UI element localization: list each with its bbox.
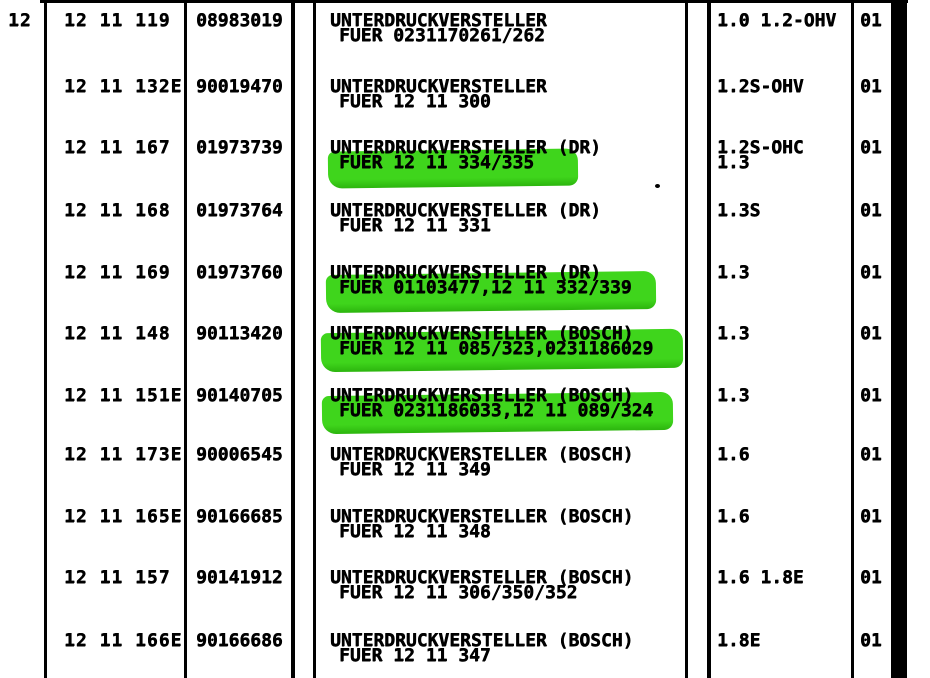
order-number: 01973739 [196, 137, 283, 158]
part-number: 12 11 151E [64, 385, 183, 406]
engine-variant: 1.2S-OHV [717, 76, 804, 97]
description-line2: FUER 12 11 331 [339, 215, 491, 236]
engine-variant: 1.0 1.2-OHV [717, 10, 837, 31]
column-divider-order-b [313, 0, 316, 678]
order-number: 90113420 [196, 323, 283, 344]
order-number: 90166685 [196, 506, 283, 527]
scan-edge-bar [891, 0, 907, 678]
part-number: 12 11 165E [64, 506, 183, 527]
description-line1: UNTERDRUCKVERSTELLER [330, 10, 547, 31]
description-line2: FUER 12 11 300 [339, 91, 491, 112]
quantity: 01 [860, 76, 882, 97]
engine-variant: 1.8E [717, 630, 761, 651]
description-line2: FUER 12 11 348 [339, 521, 491, 542]
scan-artifact-dot [655, 184, 660, 188]
order-number: 90140705 [196, 385, 283, 406]
quantity: 01 [860, 10, 882, 31]
description-line2: FUER 12 11 306/350/352 [339, 582, 578, 603]
order-number: 90166686 [196, 630, 283, 651]
description-line1: UNTERDRUCKVERSTELLER (DR) [330, 262, 601, 283]
column-divider-desc-b [707, 0, 711, 678]
engine-variant: 1.3S [717, 200, 761, 221]
description-line2: FUER 12 11 334/335 [339, 152, 535, 173]
description-line2: FUER 01103477,12 11 332/339 [339, 277, 632, 298]
part-number: 12 11 167 [64, 137, 171, 158]
description-line1: UNTERDRUCKVERSTELLER (BOSCH) [330, 630, 634, 651]
engine-variant: 1.3 [717, 262, 750, 283]
part-number: 12 11 157 [64, 567, 171, 588]
description-line1: UNTERDRUCKVERSTELLER (BOSCH) [330, 506, 634, 527]
order-number: 90006545 [196, 444, 283, 465]
engine-variant: 1.6 [717, 506, 750, 527]
engine-variant: 1.2S-OHC [717, 137, 804, 158]
column-divider-qty [851, 0, 854, 678]
description-line1: UNTERDRUCKVERSTELLER (BOSCH) [330, 323, 634, 344]
description-line1: UNTERDRUCKVERSTELLER (DR) [330, 200, 601, 221]
description-line2: FUER 12 11 349 [339, 459, 491, 480]
table-top-border [40, 0, 908, 3]
engine-variant: 1.6 [717, 444, 750, 465]
description-line1: UNTERDRUCKVERSTELLER (DR) [330, 137, 601, 158]
description-line2: FUER 0231170261/262 [339, 25, 545, 46]
description-line1: UNTERDRUCKVERSTELLER (BOSCH) [330, 567, 634, 588]
engine-variant: 1.3 [717, 152, 750, 173]
engine-variant: 1.3 [717, 385, 750, 406]
order-number: 01973764 [196, 200, 283, 221]
description-line2: FUER 0231186033,12 11 089/324 [339, 400, 654, 421]
column-divider-order-a [291, 0, 295, 678]
part-number: 12 11 173E [64, 444, 183, 465]
order-number: 90141912 [196, 567, 283, 588]
engine-variant: 1.6 1.8E [717, 567, 804, 588]
quantity: 01 [860, 137, 882, 158]
part-number: 12 11 169 [64, 262, 171, 283]
quantity: 01 [860, 385, 882, 406]
quantity: 01 [860, 444, 882, 465]
engine-variant: 1.3 [717, 323, 750, 344]
quantity: 01 [860, 200, 882, 221]
column-divider-group [44, 0, 47, 678]
part-number: 12 11 166E [64, 630, 183, 651]
part-number: 12 11 168 [64, 200, 171, 221]
description-line1: UNTERDRUCKVERSTELLER (BOSCH) [330, 385, 634, 406]
column-divider-desc-a [685, 0, 688, 678]
part-number: 12 11 148 [64, 323, 171, 344]
order-number: 08983019 [196, 10, 283, 31]
description-line1: UNTERDRUCKVERSTELLER (BOSCH) [330, 444, 634, 465]
quantity: 01 [860, 506, 882, 527]
order-number: 90019470 [196, 76, 283, 97]
quantity: 01 [860, 262, 882, 283]
description-line2: FUER 12 11 347 [339, 645, 491, 666]
part-number: 12 11 119 [64, 10, 171, 31]
quantity: 01 [860, 323, 882, 344]
quantity: 01 [860, 567, 882, 588]
part-number: 12 11 132E [64, 76, 183, 97]
quantity: 01 [860, 630, 882, 651]
order-number: 01973760 [196, 262, 283, 283]
description-line2: FUER 12 11 085/323,0231186029 [339, 338, 654, 359]
description-line1: UNTERDRUCKVERSTELLER [330, 76, 547, 97]
column-divider-part [184, 0, 187, 678]
group-number: 12 [8, 10, 32, 31]
